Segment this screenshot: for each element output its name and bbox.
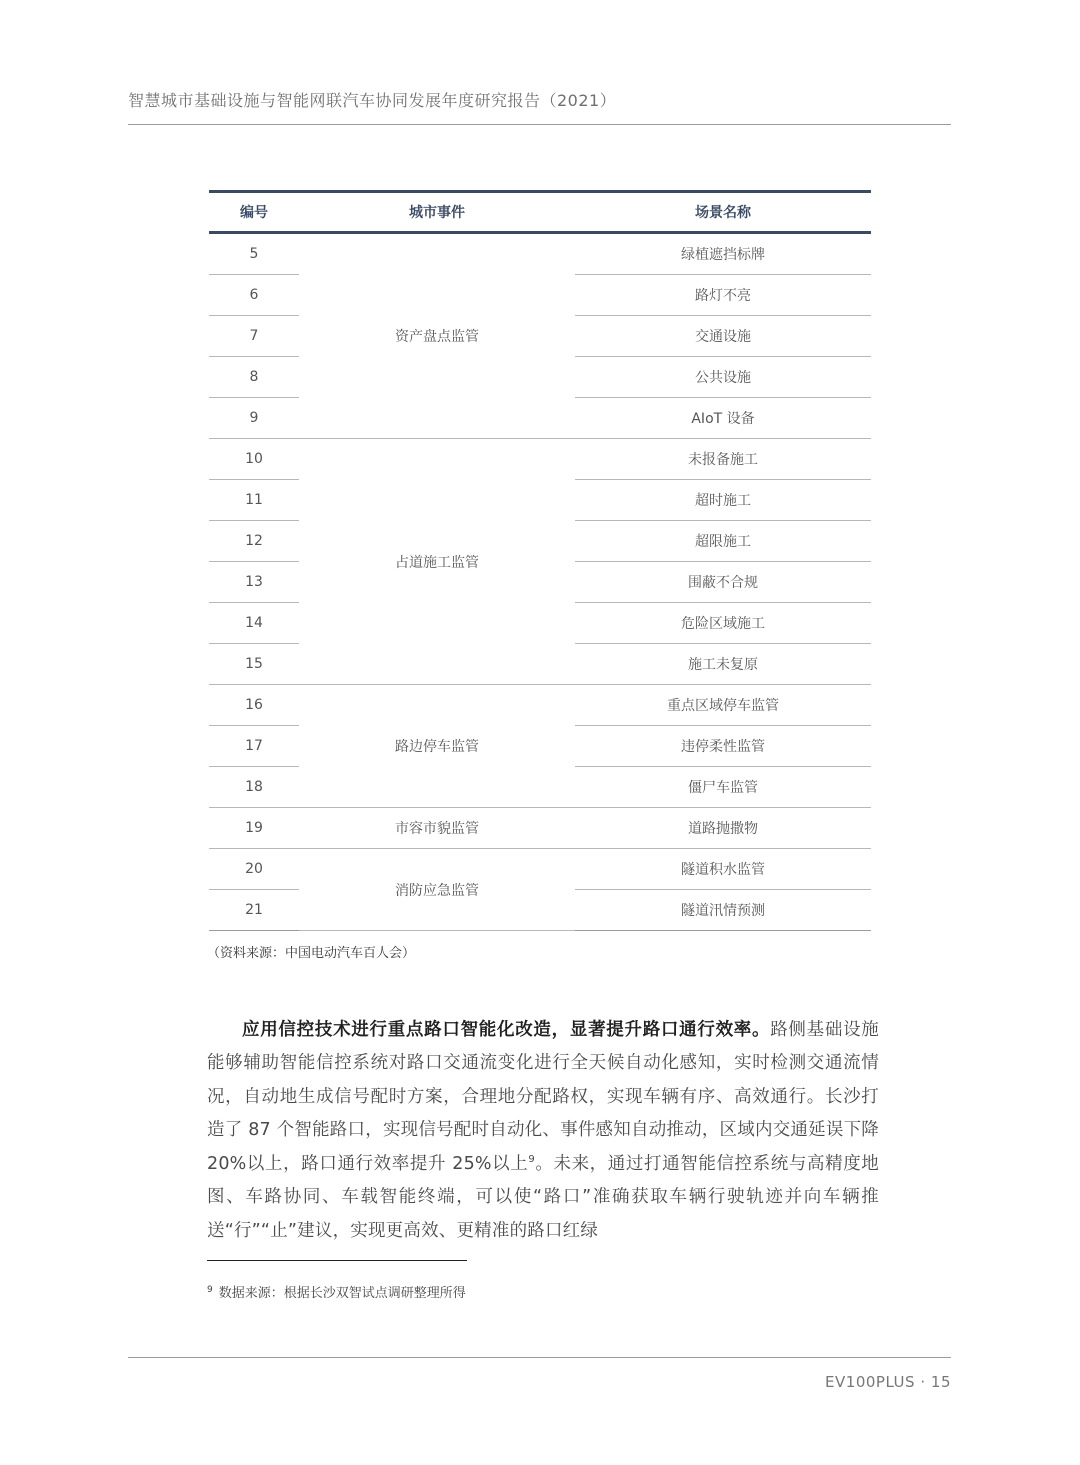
scene-name: 交通设施 — [575, 316, 871, 357]
footnote — [207, 1282, 466, 1301]
row-number: 10 — [209, 439, 299, 480]
scene-name: 超限施工 — [575, 521, 871, 562]
scene-name: 危险区域施工 — [575, 603, 871, 644]
row-number: 8 — [209, 357, 299, 398]
city-events-table-container — [209, 190, 871, 931]
running-header: 智慧城市基础设施与智能网联汽车协同发展年度研究报告（2021） — [128, 91, 617, 110]
scene-name: 僵尸车监管 — [575, 767, 871, 808]
footnote-divider — [207, 1260, 467, 1261]
scene-name: 隧道积水监管 — [575, 849, 871, 890]
paragraph-lead-sentence: 应用信控技术进行重点路口智能化改造，显著提升路口通行效率。 — [242, 1019, 771, 1040]
scene-name: 未报备施工 — [575, 439, 871, 480]
row-number: 13 — [209, 562, 299, 603]
paragraph-text-part-1: 路侧基础设施能够辅助智能信控系统对路口交通流变化进行全天候自动化感知，实时检测交通流情况，自动地生成信号配时方案，合理地分配路权，实现车辆有序、高效通行。长沙打造了 87 个智能路口，实现信号配时自动化、事件感知自动推动，区域内交通延误下降 20%以上，路口通行效率提升 25%以上 — [207, 1019, 879, 1174]
row-number: 18 — [209, 767, 299, 808]
table-source-note: （资料来源：中国电动汽车百人会） — [207, 946, 416, 961]
row-number: 17 — [209, 726, 299, 767]
paragraph-text-part-2: 。未来，通过打通智能信控系统与高精度地图、车路协同、车载智能终端，可以使“路口”准确获取车辆行驶轨迹并向车辆推送“行”“止”建议，实现更高效、更精准的路口红绿 — [207, 1153, 879, 1241]
scene-name: 违停柔性监管 — [575, 726, 871, 767]
city-event-cell: 市容市貌监管 — [299, 808, 575, 849]
scene-name: 超时施工 — [575, 480, 871, 521]
table-row — [209, 233, 871, 275]
scene-name: 施工未复原 — [575, 644, 871, 685]
row-number: 11 — [209, 480, 299, 521]
row-number: 12 — [209, 521, 299, 562]
footnote-reference[interactable]: 9 — [528, 1153, 535, 1165]
row-number: 21 — [209, 890, 299, 931]
scene-name: 隧道汛情预测 — [575, 890, 871, 931]
city-events-table — [209, 190, 871, 931]
column-header-number: 编号 — [240, 205, 268, 221]
scene-name: 公共设施 — [575, 357, 871, 398]
column-header-scene-name: 场景名称 — [695, 205, 751, 221]
scene-name: AIoT 设备 — [575, 398, 871, 439]
city-event-cell: 占道施工监管 — [299, 439, 575, 685]
scene-name: 重点区域停车监管 — [575, 685, 871, 726]
table-row — [209, 439, 871, 480]
row-number: 19 — [209, 808, 299, 849]
footer-divider — [128, 1357, 951, 1358]
table-row — [209, 808, 871, 849]
row-number: 5 — [209, 233, 299, 275]
row-number: 6 — [209, 275, 299, 316]
page-footer — [825, 1373, 951, 1391]
footnote-marker: 9 — [207, 1284, 213, 1295]
table-row — [209, 685, 871, 726]
body-paragraph — [207, 1014, 879, 1249]
footer-brand: EV100PLUS — [825, 1373, 916, 1391]
table-row — [209, 849, 871, 890]
city-event-cell: 路边停车监管 — [299, 685, 575, 808]
scene-name: 路灯不亮 — [575, 275, 871, 316]
header-divider — [128, 124, 951, 125]
column-header-city-event: 城市事件 — [409, 205, 465, 221]
city-event-cell: 消防应急监管 — [299, 849, 575, 931]
row-number: 15 — [209, 644, 299, 685]
row-number: 16 — [209, 685, 299, 726]
row-number: 7 — [209, 316, 299, 357]
footer-separator: · — [920, 1373, 926, 1391]
page-number: 15 — [930, 1373, 951, 1391]
row-number: 20 — [209, 849, 299, 890]
table-header-row — [209, 192, 871, 233]
row-number: 9 — [209, 398, 299, 439]
scene-name: 道路抛撒物 — [575, 808, 871, 849]
footnote-text: 数据来源：根据长沙双智试点调研整理所得 — [218, 1286, 466, 1301]
scene-name: 绿植遮挡标牌 — [575, 233, 871, 275]
row-number: 14 — [209, 603, 299, 644]
scene-name: 围蔽不合规 — [575, 562, 871, 603]
city-event-cell: 资产盘点监管 — [299, 233, 575, 439]
